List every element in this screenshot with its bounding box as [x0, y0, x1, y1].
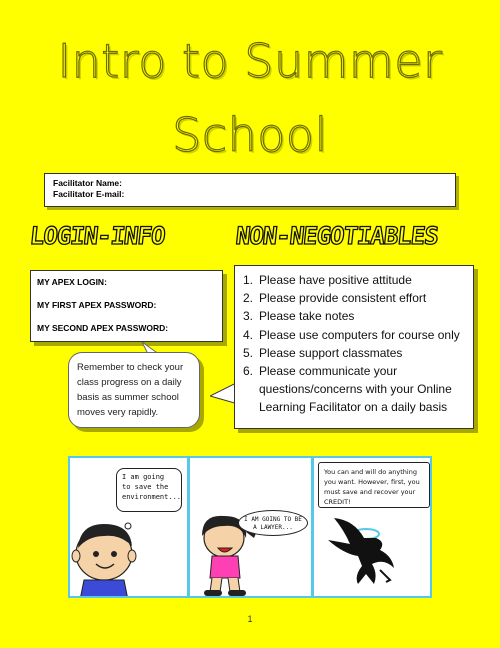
comic-bubble-3: You can and will do anything you want. However, first, you must save and recover your CREDIT! — [318, 462, 430, 508]
list-item — [243, 271, 467, 289]
login-info-heading: LOGIN-INFO — [28, 222, 166, 250]
list-item — [243, 362, 467, 417]
list-text: Please support classmates — [259, 345, 403, 360]
list-text: Please provide consistent effort — [259, 291, 427, 306]
non-negotiables-heading: NON-NEGOTIABLES — [234, 222, 440, 250]
list-number: 4. — [243, 327, 254, 342]
list-text: Please take notes — [259, 309, 355, 324]
list-number: 5. — [243, 345, 254, 360]
page-title-line-2: School — [172, 108, 328, 162]
boy-character-icon — [70, 458, 190, 596]
list-text: Please communicate your questions/concerns with your Online Learning Facilitator on a daily basis — [259, 364, 452, 415]
list-item — [243, 307, 467, 325]
login-info-box — [30, 270, 223, 342]
non-negotiables-box — [234, 265, 474, 429]
list-number: 2. — [243, 291, 254, 306]
page-number: 1 — [247, 614, 253, 624]
eagle-icon — [314, 458, 430, 596]
list-number: 1. — [243, 273, 254, 287]
list-item — [243, 344, 467, 362]
list-item — [243, 326, 467, 344]
facilitator-email-label: Facilitator E-mail: — [53, 189, 125, 199]
apex-login-label: MY APEX LOGIN: — [37, 277, 107, 287]
non-negotiables-list — [243, 271, 467, 417]
reminder-speech-bubble — [68, 352, 200, 428]
facilitator-name-label: Facilitator Name: — [53, 178, 122, 188]
list-text: Please have positive attitude — [259, 273, 412, 287]
comic-bubble-2: I AM GOING TO BE A LAWYER... — [238, 510, 308, 536]
list-number: 6. — [243, 364, 254, 379]
comic-panel-3 — [314, 458, 430, 596]
page-title-line-1: Intro to Summer — [57, 34, 443, 88]
list-item — [243, 289, 467, 307]
comic-bubble-1: I am going to save the environment... — [116, 468, 182, 512]
reminder-text: Remember to check your class progress on a daily basis as summer school moves very rapidly. — [77, 362, 184, 418]
first-password-label: MY FIRST APEX PASSWORD: — [37, 300, 157, 310]
comic-strip — [68, 456, 432, 598]
list-text: Please use computers for course only — [259, 327, 460, 342]
facilitator-info-box — [44, 173, 456, 207]
comic-panel-2 — [190, 458, 314, 596]
second-password-label: MY SECOND APEX PASSWORD: — [37, 323, 169, 333]
comic-panel-1 — [70, 458, 190, 596]
list-number: 3. — [243, 309, 254, 324]
